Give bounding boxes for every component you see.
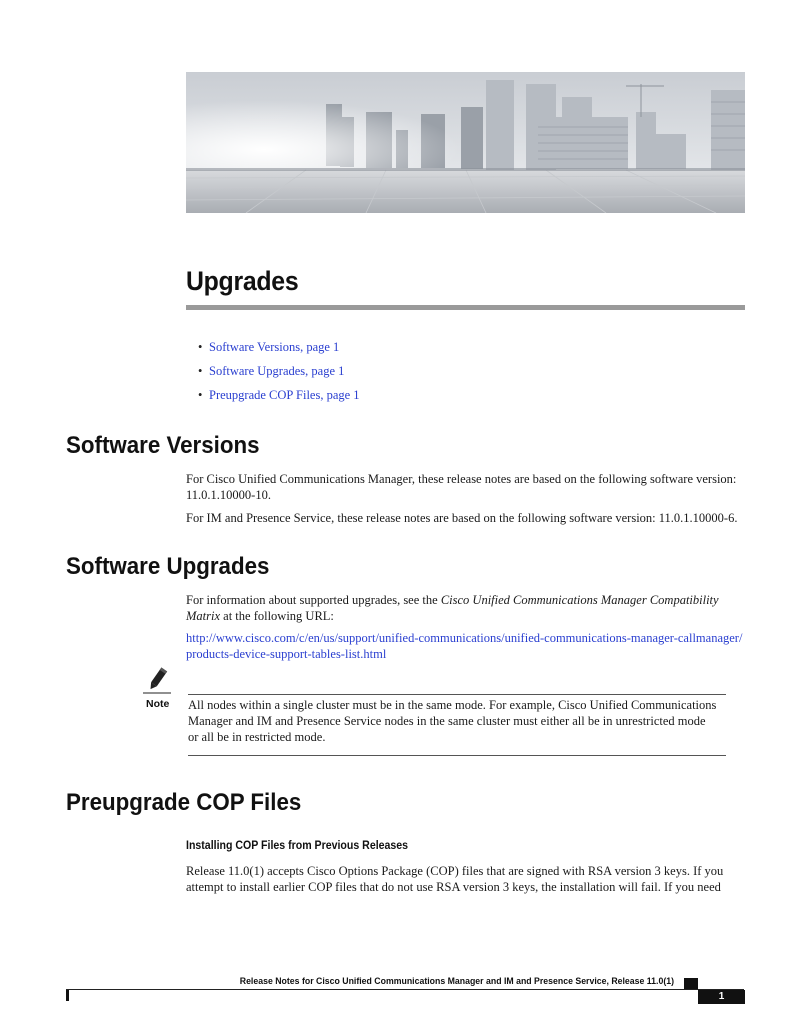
page-number: 1: [698, 990, 745, 1004]
bullet: •: [198, 340, 203, 354]
chapter-title: Upgrades: [186, 266, 299, 296]
text-line: Release 11.0(1) accepts Cisco Options Package (COP) files that are signed with RSA version 3 keys. If you: [186, 864, 724, 878]
note-bottom-rule: [188, 755, 726, 756]
toc-item: [198, 383, 360, 407]
pencil-note-icon: [141, 667, 173, 695]
footer-mark: [66, 990, 69, 1001]
text-line: or all be in restricted mode.: [188, 730, 326, 744]
note-top-rule: [188, 694, 726, 695]
chapter-toc: [198, 335, 360, 407]
software-upgrades-paragraph: [186, 592, 756, 624]
section-heading-preupgrade-cop-files: Preupgrade COP Files: [66, 789, 302, 816]
document-title-italic: Cisco Unified Communications Manager Compatibility: [440, 593, 719, 607]
document-title-italic: Matrix: [186, 609, 221, 623]
section-heading-software-versions: Software Versions: [66, 432, 260, 459]
preupgrade-paragraph: [186, 863, 756, 895]
url-line[interactable]: products-device-support-tables-list.html: [186, 647, 387, 661]
city-skyline-banner: [186, 72, 745, 213]
text-line: All nodes within a single cluster must be in the same mode. For example, Cisco Unified Communications: [188, 698, 717, 712]
toc-item: [198, 335, 360, 359]
bullet: •: [198, 388, 203, 402]
title-rule: [186, 305, 745, 310]
toc-item: [198, 359, 360, 383]
toc-link-software-versions[interactable]: Software Versions, page 1: [209, 340, 340, 354]
skyline-illustration: [186, 72, 745, 213]
text-line: attempt to install earlier COP files that do not use RSA version 3 keys, the installation will fail. If you need: [186, 880, 721, 894]
note-label: Note: [146, 698, 170, 710]
compatibility-matrix-url[interactable]: [186, 630, 756, 662]
bullet: •: [198, 364, 203, 378]
text-line: Manager and IM and Presence Service nodes in the same cluster must either all be in unrestricted mode: [188, 714, 706, 728]
text-line: 11.0.1.10000-10.: [186, 488, 271, 502]
text-line: [186, 592, 756, 608]
text-line: [186, 608, 756, 624]
software-versions-paragraph-2: For IM and Presence Service, these release notes are based on the following software version: 11.0.1.10000-6.: [186, 511, 738, 525]
software-versions-paragraph-1: [186, 471, 756, 503]
note-text: [188, 697, 733, 745]
section-heading-software-upgrades: Software Upgrades: [66, 553, 270, 580]
text-span: at the following URL:: [220, 609, 334, 623]
url-line[interactable]: http://www.cisco.com/c/en/us/support/unified-communications/unified-communications-manager-callmanager/: [186, 631, 743, 645]
text-line: For Cisco Unified Communications Manager, these release notes are based on the following software version:: [186, 472, 737, 486]
toc-link-preupgrade-cop-files[interactable]: Preupgrade COP Files, page 1: [209, 388, 360, 402]
footer-document-title: Release Notes for Cisco Unified Communications Manager and IM and Presence Service, Release 11.0(1): [239, 976, 674, 987]
toc-link-software-upgrades[interactable]: Software Upgrades, page 1: [209, 364, 345, 378]
text-span: For information about supported upgrades, see the: [186, 593, 441, 607]
subsection-heading: Installing COP Files from Previous Releases: [186, 840, 409, 852]
footer-rule: [66, 989, 744, 990]
